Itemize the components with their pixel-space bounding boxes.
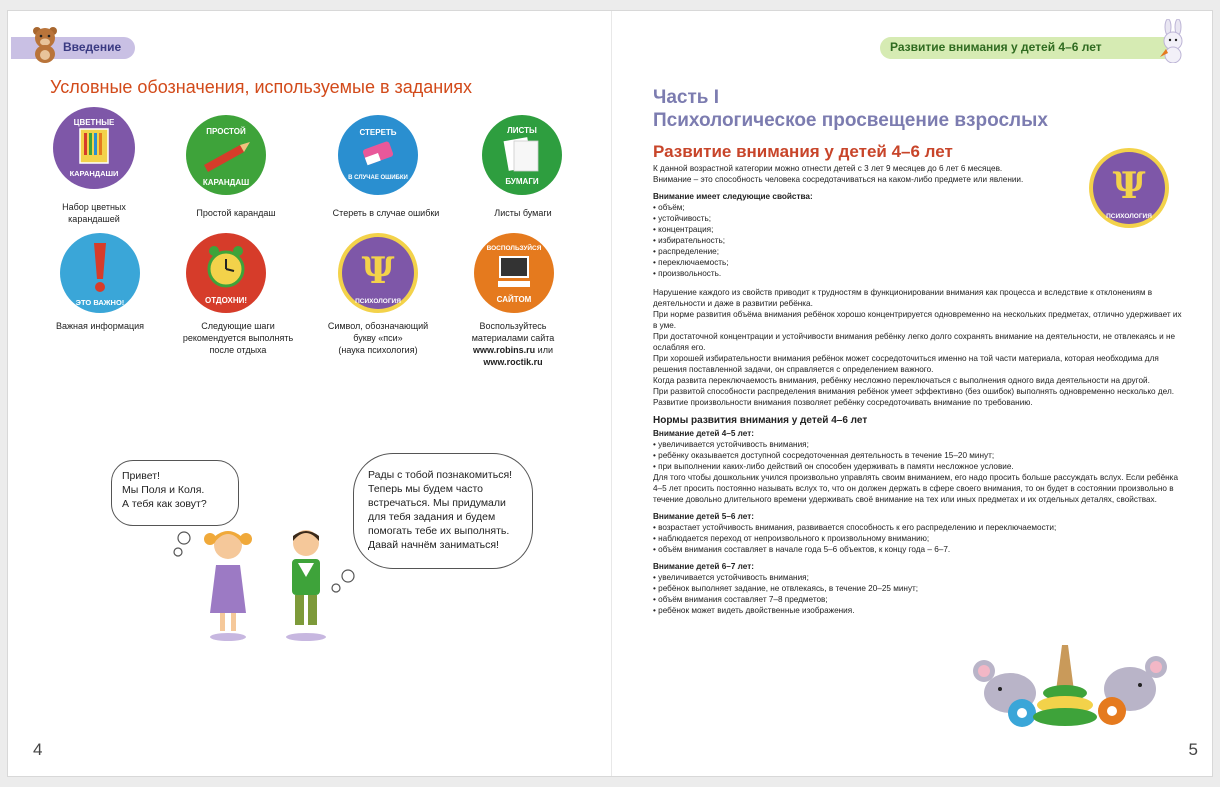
age-6-7-heading: Внимание детей 6–7 лет: <box>653 562 754 571</box>
svg-text:В СЛУЧАЕ ОШИБКИ: В СЛУЧАЕ ОШИБКИ <box>348 175 408 181</box>
svg-text:КАРАНДАШИ: КАРАНДАШИ <box>69 169 119 178</box>
eraser-icon <box>338 115 418 195</box>
svg-text:СТЕРЕТЬ: СТЕРЕТЬ <box>359 128 397 137</box>
mice-illustration <box>970 637 1185 733</box>
section-tab-right-label: Развитие внимания у детей 4–6 лет <box>890 40 1102 54</box>
paper-caption: Листы бумаги <box>494 208 552 218</box>
property-item: • произвольность. <box>653 269 722 278</box>
page-number-right: 5 <box>1188 740 1198 759</box>
svg-text:БУМАГИ: БУМАГИ <box>505 177 539 186</box>
psychology-badge-right <box>1089 148 1169 228</box>
age-4-5-heading: Внимание детей 4–5 лет: <box>653 429 754 438</box>
svg-text:Ψ: Ψ <box>361 250 395 292</box>
intro-text <box>653 163 1073 279</box>
children-illustration <box>198 525 348 643</box>
paper-badge <box>482 115 562 195</box>
svg-text:ПСИХОЛОГИЯ: ПСИХОЛОГИЯ <box>355 298 401 305</box>
property-item: • концентрация; <box>653 225 714 234</box>
part-number: Часть I <box>653 87 720 108</box>
psi-icon <box>1089 148 1169 228</box>
section-tab-right <box>880 37 1170 59</box>
age-5-6-item: • наблюдается переход от непроизвольного к произвольному вниманию; <box>653 534 930 543</box>
color-pencils-badge <box>53 107 135 189</box>
property-item: • переключаемость; <box>653 258 729 267</box>
age-6-7-item: • увеличивается устойчивость внимания; <box>653 573 809 582</box>
legend-title: Условные обозначения, используемые в заданиях <box>50 77 473 97</box>
eraser-badge <box>338 115 418 195</box>
psi-badge-label: ПСИХОЛОГИЯ <box>1106 213 1152 220</box>
speech-bubble-boy: Рады с тобой познакомиться! Теперь мы будем часто встречаться. Мы придумали для тебя задания и будем помогать тебе их выполнять. Давай начнём заниматься! <box>353 453 533 569</box>
section-tab-label: Введение <box>63 40 122 54</box>
age-6-7-item: • объём внимания составляет 7–8 предметов; <box>653 595 828 604</box>
age-4-5-item: • увеличивается устойчивость внимания; <box>653 440 809 449</box>
book-spread <box>7 10 1213 777</box>
paper-icon <box>482 115 562 195</box>
intro-line: Внимание – это способность человека сосредотачиваться на каком-либо предмете или явлении. <box>653 175 1024 184</box>
age-4-5-item: • при выполнении каких-либо действий он способен удерживать в памяти несложное условие. <box>653 462 1014 471</box>
norms-heading: Нормы развития внимания у детей 4–6 лет <box>653 415 868 426</box>
property-item: • избирательность; <box>653 236 726 245</box>
svg-text:САЙТОМ: САЙТОМ <box>496 295 532 304</box>
part-heading <box>653 86 1048 132</box>
property-item: • устойчивость; <box>653 214 712 223</box>
paragraph: При достаточной концентрации и устойчивости внимания ребёнку легко долго сохранять внимание на деятельности, не отвлекаясь и не ослабляя его. <box>653 332 1176 352</box>
age-5-6-heading: Внимание детей 5–6 лет: <box>653 512 754 521</box>
svg-text:ЛИСТЫ: ЛИСТЫ <box>507 126 537 135</box>
site-link-robins[interactable]: www.robins.ru <box>473 345 536 355</box>
psychology-caption: Символ, обозначающий букву «пси» (наука психология) <box>327 321 429 355</box>
exclamation-icon <box>60 233 140 313</box>
rest-caption: Следующие шаги рекомендуется выполнять после отдыха <box>182 321 294 355</box>
age-6-7-item: • ребёнок выполняет задание, не отвлекаясь, в течение 20–25 минут; <box>653 584 919 593</box>
important-badge <box>60 233 140 313</box>
page-number-left: 4 <box>33 740 43 759</box>
svg-text:ЭТО ВАЖНО!: ЭТО ВАЖНО! <box>75 298 125 307</box>
website-badge <box>474 233 554 313</box>
website-caption <box>458 320 568 368</box>
paragraph: При норме развития объёма внимания ребёнок хорошо концентрируется одновременно на нескольких предметах, отлично удерживает их в уме. <box>653 310 1182 330</box>
property-item: • распределение; <box>653 247 720 256</box>
svg-text:ВОСПОЛЬЗУЙСЯ: ВОСПОЛЬЗУЙСЯ <box>486 245 542 252</box>
paragraph: Когда развита переключаемость внимания, ребёнку несложно переключаться с выполнения одного вида деятельности на другой. <box>653 376 1150 385</box>
website-caption-text: Воспользуйтесь материалами сайта <box>471 321 555 343</box>
properties-heading: Внимание имеет следующие свойства: <box>653 192 813 201</box>
pencil-badge <box>186 115 266 195</box>
svg-text:ЦВЕТНЫЕ: ЦВЕТНЫЕ <box>73 118 115 127</box>
part-title: Психологическое просвещение взрослых <box>653 110 1048 131</box>
svg-text:Ψ: Ψ <box>1112 165 1146 207</box>
alarm-clock-icon <box>186 233 266 313</box>
paragraph: Развитие произвольности внимания позволяет ребёнку сосредоточивать внимание по требованию. <box>653 398 1033 407</box>
pencil-icon <box>186 115 266 195</box>
pencil-caption: Простой карандаш <box>196 208 276 218</box>
computer-icon <box>474 233 554 313</box>
bunny-mascot-icon <box>1158 19 1188 63</box>
important-caption: Важная информация <box>55 321 145 331</box>
color-pencils-icon <box>53 107 135 189</box>
age-6-7-item: • ребёнок может видеть двойственные изображения. <box>653 606 855 615</box>
svg-text:ОТДОХНИ!: ОТДОХНИ! <box>204 296 248 305</box>
age-4-5-note: Для того чтобы дошкольник учился произвольно управлять своим вниманием, его надо просить больше рассуждать вслух. Если ребёнка 4–5 лет просить постоянно называть вслух то, что он должен держать в сфере своего внимания, то он будет в состоянии произвольно в течение довольно длительного времени удерживать своё внимание на тех или иных предметах и их отдельных деталях, свойствах. <box>653 473 1178 504</box>
chapter-title: Развитие внимания у детей 4–6 лет <box>653 142 953 161</box>
paragraph: При развитой способности распределения внимания ребёнок умеет эффективно (без ошибок) выполнять одновременно несколько дел. <box>653 387 1174 396</box>
bear-mascot-icon <box>30 25 60 63</box>
site-link-roctik[interactable]: www.roctik.ru <box>483 357 543 367</box>
speech-bubble-girl: Привет! Мы Поля и Коля. А тебя как зовут? <box>111 460 239 526</box>
rest-badge <box>186 233 266 313</box>
intro-line: К данной возрастной категории можно отнести детей с 3 лет 9 месяцев до 6 лет 6 месяцев. <box>653 164 1003 173</box>
svg-text:ПРОСТОЙ: ПРОСТОЙ <box>206 127 246 136</box>
age-5-6-item: • возрастает устойчивость внимания, развивается способность к его распределению и переключаемости; <box>653 523 1057 532</box>
paragraph: Нарушение каждого из свойств приводит к трудностям в функционировании внимания как процесса и вследствие к отклонениям в деятельности и даже в развитии ребёнка. <box>653 288 1153 308</box>
color-pencils-caption: Набор цветных карандашей <box>62 202 126 224</box>
body-paragraphs <box>653 287 1183 616</box>
psychology-badge <box>338 233 418 313</box>
page-gutter <box>611 11 612 776</box>
paragraph: При хорошей избирательности внимания ребёнок может сосредоточиться именно на той части материала, которая необходима для решения поставленной задачи, он справляется с определением важного. <box>653 354 1159 374</box>
age-4-5-item: • ребёнку оказывается доступной сосредоточенная деятельность в течение 15–20 минут; <box>653 451 995 460</box>
property-item: • объём; <box>653 203 685 212</box>
eraser-caption: Стереть в случае ошибки <box>332 208 440 218</box>
psi-icon <box>338 233 418 313</box>
svg-text:КАРАНДАШ: КАРАНДАШ <box>202 178 250 187</box>
age-5-6-item: • объём внимания составляет в начале года 5–6 объектов, к концу года – 6–7. <box>653 545 951 554</box>
site-link-or: или <box>535 345 553 355</box>
